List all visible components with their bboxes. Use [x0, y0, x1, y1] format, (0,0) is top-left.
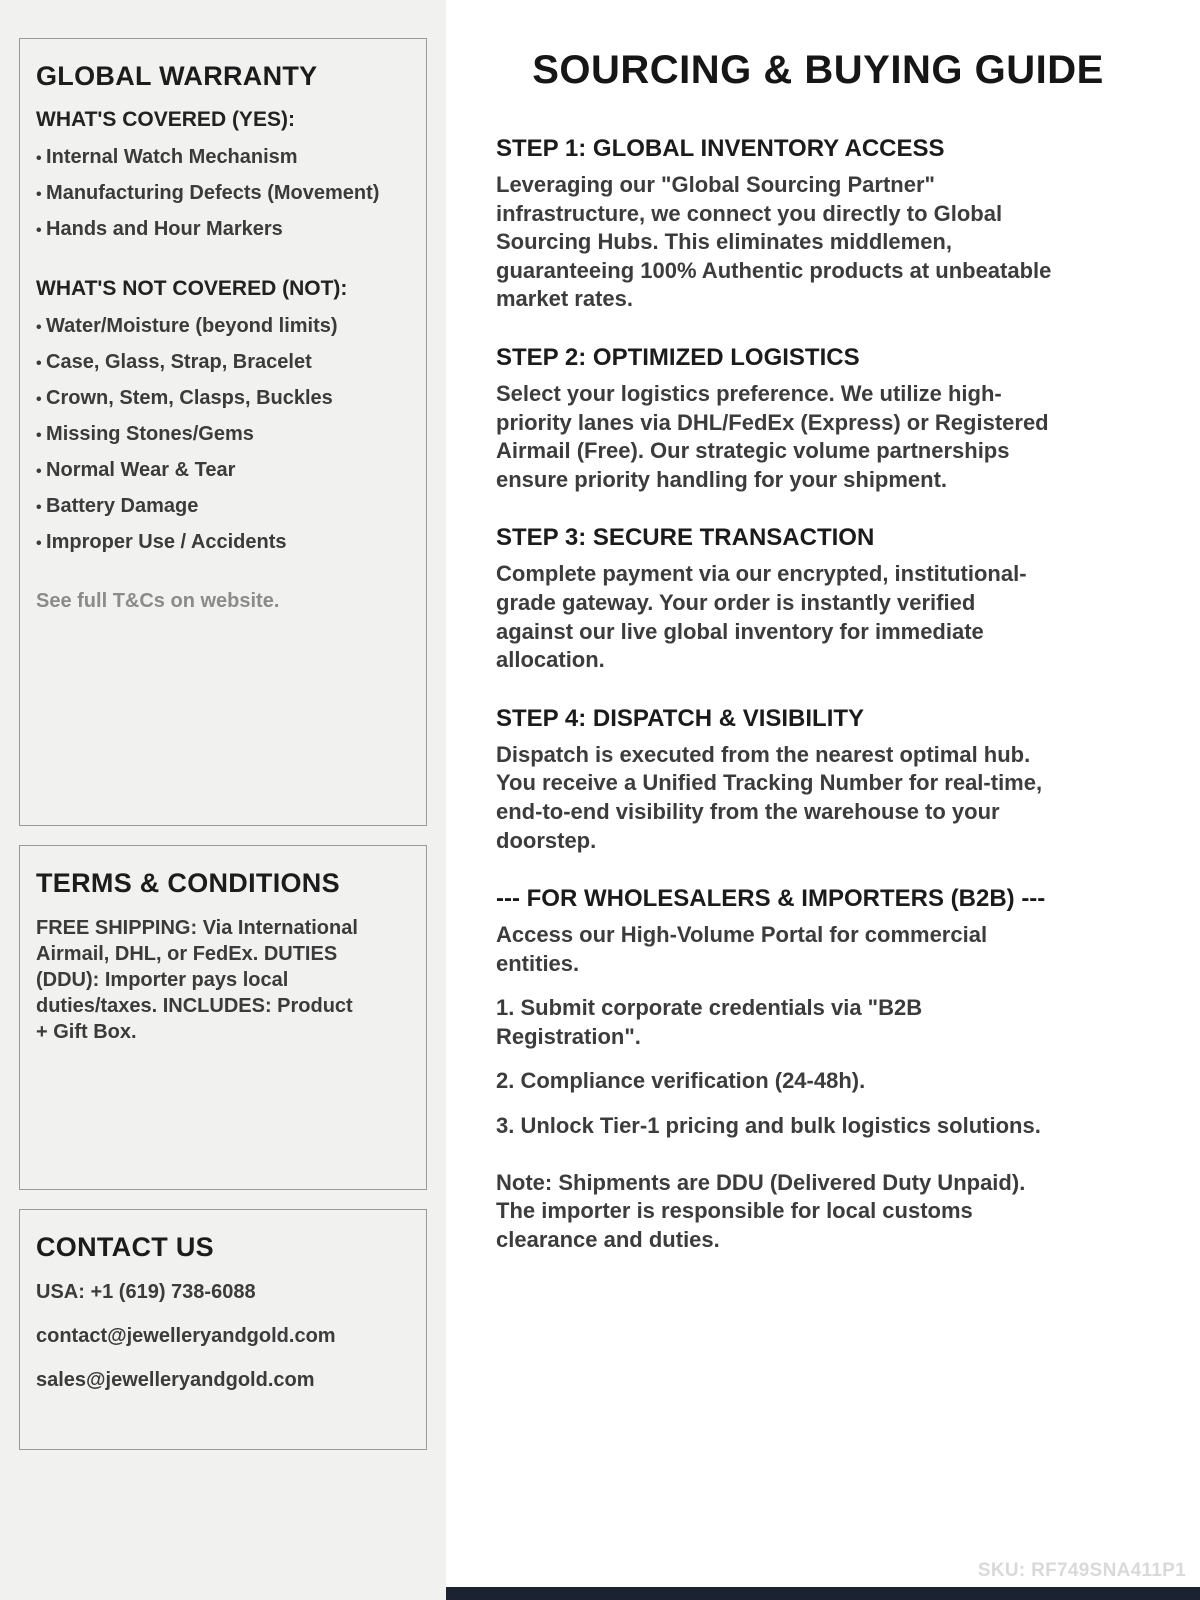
contact-panel — [19, 1209, 427, 1450]
list-item: • Crown, Stem, Clasps, Buckles — [36, 387, 410, 410]
contact-email-sales: sales@jewelleryandgold.com — [36, 1369, 315, 1391]
step-3-heading: STEP 3: SECURE TRANSACTION — [496, 524, 875, 552]
step-1-body: Leveraging our "Global Sourcing Partner" infrastructure, we connect you directly to Global Sourcing Hubs. This eliminates middlemen, guaranteeing 100% Authentic products at unbeatable market rates. — [496, 172, 1052, 312]
list-item: • Case, Glass, Strap, Bracelet — [36, 351, 410, 374]
terms-panel — [19, 845, 427, 1190]
warranty-footnote: See full T&Cs on website. — [36, 590, 280, 612]
contact-title: CONTACT US — [36, 1232, 214, 1262]
terms-body: FREE SHIPPING: Via International Airmail, DHL, or FedEx. DUTIES (DDU): Importer pays local duties/taxes. INCLUDES: Product + Gift Box. — [36, 917, 358, 1043]
contact-email-primary: contact@jewelleryandgold.com — [36, 1325, 336, 1347]
list-item: • Water/Moisture (beyond limits) — [36, 315, 410, 338]
covered-heading: WHAT'S COVERED (YES): — [36, 108, 295, 131]
step-1 — [496, 135, 1140, 314]
step-2 — [496, 344, 1140, 494]
bottom-bar — [446, 1587, 1200, 1600]
not-covered-list — [36, 315, 410, 554]
not-covered-heading: WHAT'S NOT COVERED (NOT): — [36, 277, 348, 300]
step-4-heading: STEP 4: DISPATCH & VISIBILITY — [496, 704, 865, 732]
list-item: • Missing Stones/Gems — [36, 423, 410, 446]
b2b-note: Note: Shipments are DDU (Delivered Duty Unpaid). The importer is responsible for local customs clearance and duties. — [496, 1169, 1026, 1252]
b2b-item-2: 2. Compliance verification (24-48h). — [496, 1068, 866, 1094]
list-item: • Normal Wear & Tear — [36, 459, 410, 482]
b2b-item-1: 1. Submit corporate credentials via "B2B Registration". — [496, 995, 923, 1049]
list-item: • Improper Use / Accidents — [36, 531, 410, 554]
contact-phone: USA: +1 (619) 738-6088 — [36, 1281, 256, 1303]
step-3-body: Complete payment via our encrypted, institutional-grade gateway. Your order is instantly verified against our live global inventory for immediate allocation. — [496, 561, 1027, 673]
terms-title: TERMS & CONDITIONS — [36, 868, 340, 898]
list-item: • Battery Damage — [36, 495, 410, 518]
b2b-heading: --- FOR WHOLESALERS & IMPORTERS (B2B) --- — [496, 885, 1046, 913]
b2b-section — [496, 885, 1140, 1254]
list-item: • Hands and Hour Markers — [36, 218, 410, 241]
main-content — [446, 0, 1200, 1600]
b2b-item-3: 3. Unlock Tier-1 pricing and bulk logistics solutions. — [496, 1113, 1041, 1139]
warranty-title: GLOBAL WARRANTY — [36, 61, 318, 91]
page-title: SOURCING & BUYING GUIDE — [532, 48, 1104, 92]
sidebar — [0, 0, 446, 1600]
sku-label: SKU: RF749SNA411P1 — [977, 1560, 1186, 1581]
step-4-body: Dispatch is executed from the nearest optimal hub. You receive a Unified Tracking Number for real-time, end-to-end visibility from the warehouse to your doorstep. — [496, 741, 1043, 853]
covered-list — [36, 146, 410, 241]
b2b-intro: Access our High-Volume Portal for commercial entities. — [496, 922, 988, 976]
step-2-heading: STEP 2: OPTIMIZED LOGISTICS — [496, 343, 860, 371]
step-2-body: Select your logistics preference. We utilize high-priority lanes via DHL/FedEx (Express) or Registered Airmail (Free). Our strategic volume partnerships ensure priority handling for your shipment. — [496, 380, 1049, 492]
list-item: • Manufacturing Defects (Movement) — [36, 182, 410, 205]
step-3 — [496, 524, 1140, 674]
warranty-panel — [19, 38, 427, 826]
step-1-heading: STEP 1: GLOBAL INVENTORY ACCESS — [496, 135, 945, 162]
list-item: • Internal Watch Mechanism — [36, 146, 410, 169]
step-4 — [496, 705, 1140, 855]
